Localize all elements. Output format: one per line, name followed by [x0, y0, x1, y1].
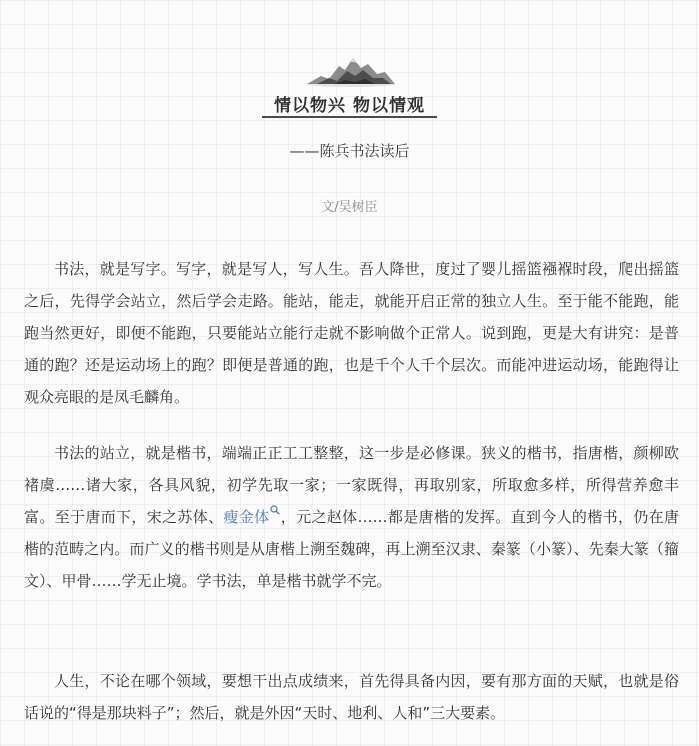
- author-byline: 文/吴树臣: [321, 200, 378, 215]
- paragraph-2: [24, 437, 679, 597]
- paragraph-2-text-before: 书法的站立，就是楷书，端端正正工工整整，这一步是必修课。狭义的楷书，指唐楷，颜柳欧褚虞……诸大家，各具风貌，初学先取一家；一家既得，再取别家，所取愈多样，所得营养愈丰富。至于唐而下，宋之苏体、: [24, 444, 679, 526]
- keyword-search-link[interactable]: [223, 508, 280, 526]
- title-underline: [262, 116, 437, 118]
- article-subtitle: ——陈兵书法读后: [289, 142, 410, 160]
- ink-mountain-icon: [305, 54, 397, 88]
- article-title: 情以物兴 物以情观: [274, 96, 425, 116]
- search-icon: [270, 505, 280, 515]
- paragraph-3: 人生，不论在哪个领域，要想干出点成绩来，首先得具备内因，要有那方面的天赋，也就是俗话说的“得是那块料子”；然后，就是外因“天时、地利、人和”三大要素。: [24, 672, 679, 722]
- paragraph-2-text-after: ，元之赵体……都是唐楷的发挥。直到今人的楷书，仍在唐楷的范畴之内。而广义的楷书则是从唐楷上溯至魏碑，再上溯至汉隶、秦篆（小篆）、先秦大篆（籀文）、甲骨……学无止境。学书法，单是楷书就学不完。: [24, 508, 679, 590]
- keyword-link-text: 瘦金体: [223, 508, 270, 526]
- paragraph-1: 书法，就是写字。写字，就是写人，写人生。吾人降世，度过了婴儿摇篮襁褓时段，爬出摇篮之后，先得学会站立，然后学会走路。能站，能走，就能开启正常的独立人生。至于能不能跑，能跑当然更好，即便不能跑，只要能站立能行走就不影响做个正常人。说到跑，更是大有讲究：是普通的跑？还是运动场上的跑？即便是普通的跑，也是千个人千个层次。而能冲进运动场，能跑得让观众亮眼的是凤毛麟角。: [24, 260, 679, 406]
- article-title-block: [262, 88, 437, 118]
